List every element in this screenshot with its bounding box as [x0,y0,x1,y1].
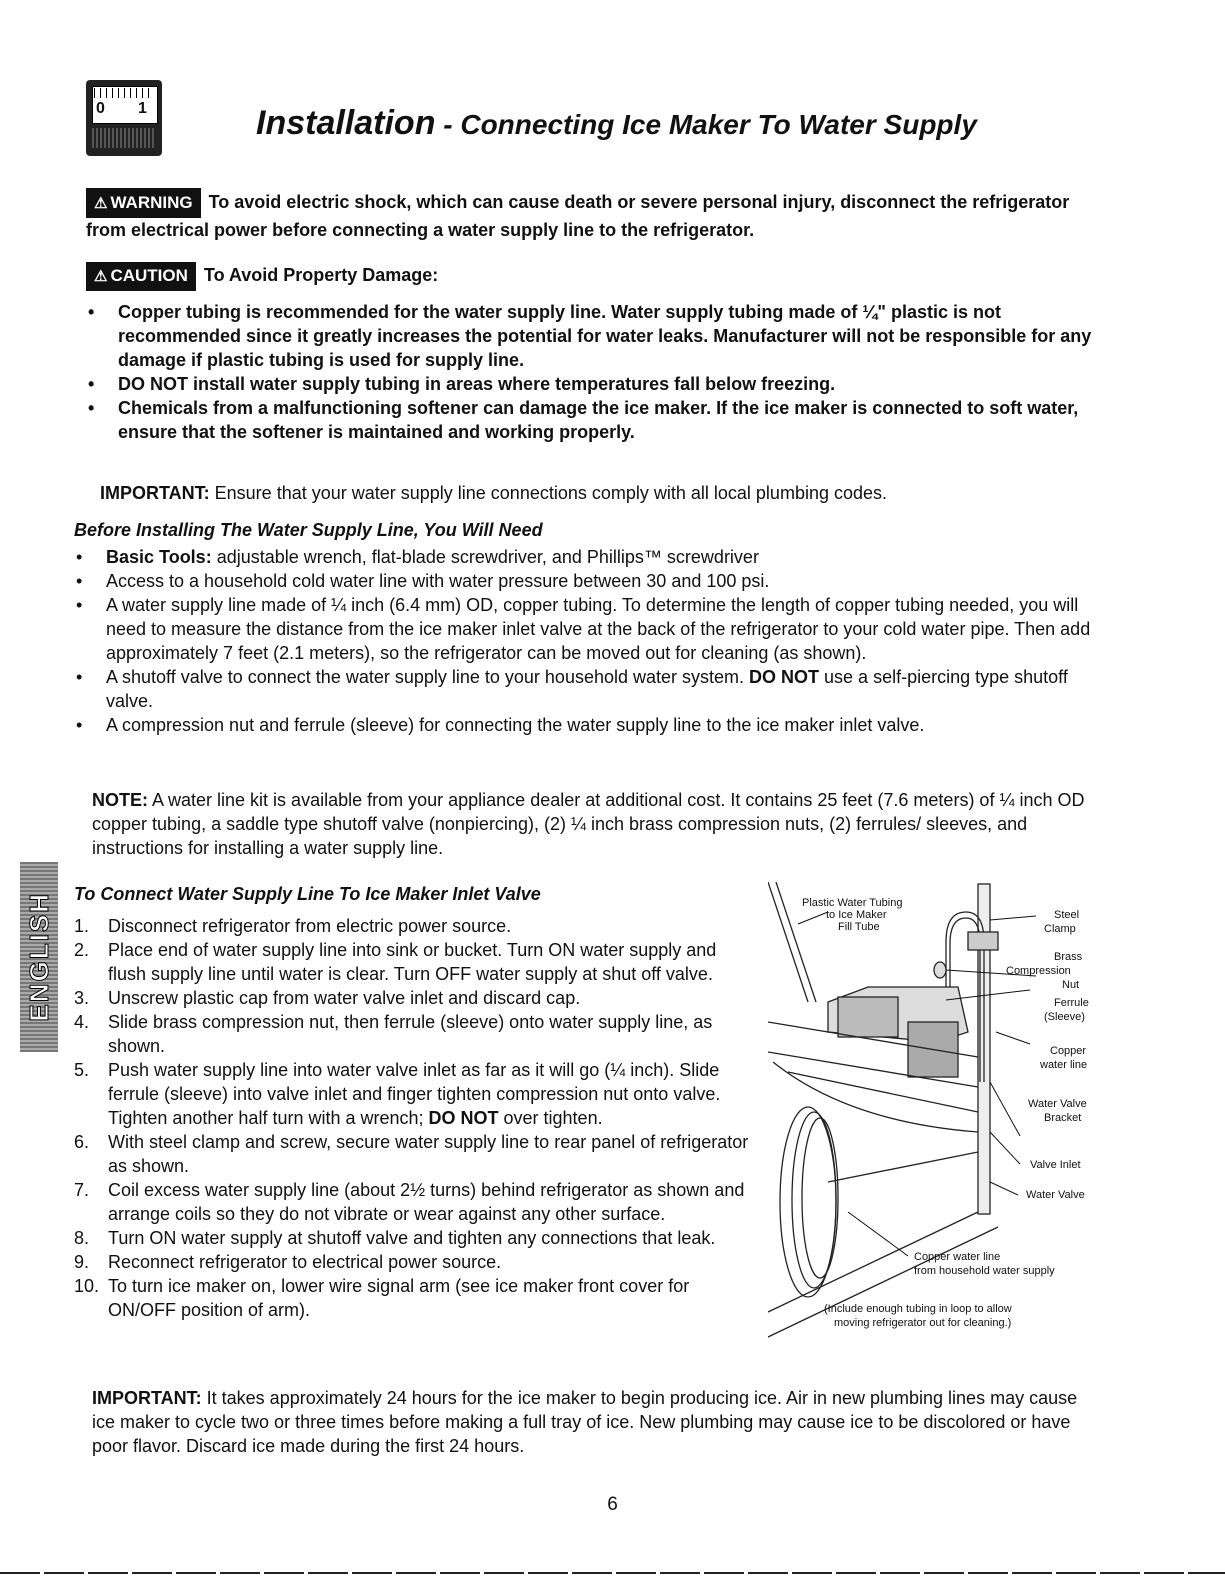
page-title [256,104,977,143]
label-nut: Nut [1062,979,1080,991]
language-tab [20,862,58,1052]
step-item: 4. Slide brass compression nut, then ferrule (sleeve) onto water supply line, as shown. [74,1012,713,1056]
requirement-item: • Basic Tools: adjustable wrench, flat-blade screwdriver, and Phillips™ screwdriver [74,545,1114,569]
page-header [86,80,1116,160]
caution-list [86,300,1106,444]
label-fill-tube: Fill Tube [838,921,880,933]
label-copper-household: Copper water line [914,1251,1001,1263]
step-item: 6. With steel clamp and screw, secure water supply line to rear panel of refrigerator as shown. [74,1132,749,1176]
requirement-item: • A water supply line made of ¼ inch (6.4 mm) OD, copper tubing. To determine the length of copper tubing needed, you will need to measure the distance from the ice maker inlet valve at the back of the refrigerator to your cold water pipe. Then add approximately 7 feet (2.1 meters), so the refrigerator can be moved out for cleaning (as shown). [74,593,1114,665]
requirement-item: • A compression nut and ferrule (sleeve) for connecting the water supply line to the ice maker inlet valve. [74,713,1114,737]
dial-zero: 0 [96,100,105,117]
important-plumbing-note [100,481,1100,505]
caution-item: • Chemicals from a malfunctioning softener can damage the ice maker. If the ice maker is connected to soft water, ensure that the softener is maintained and working properly. [86,396,1106,444]
connect-steps [74,914,754,1322]
label-include-tubing: (Include enough tubing in loop to allow [824,1303,1012,1315]
label-valve-inlet: Valve Inlet [1030,1159,1081,1171]
step-item: 3. Unscrew plastic cap from water valve inlet and discard cap. [74,988,581,1008]
label-water-line: water line [1040,1059,1088,1071]
step-item: 7. Coil excess water supply line (about 2½ turns) behind refrigerator as shown and arrange coils so they do not vibrate or wear against any other surface. [74,1180,745,1224]
warning-triangle-icon: ⚠ [94,195,108,212]
important-label: IMPORTANT: [92,1388,202,1408]
step-item: 10. To turn ice maker on, lower wire signal arm (see ice maker front cover for ON/OFF position of arm). [74,1276,690,1320]
label-brass: Brass [1054,951,1083,963]
caution-title-row [86,262,1106,291]
note-text: A water line kit is available from your appliance dealer at additional cost. It contains 25 feet (7.6 meters) of ¼ inch OD copper tubing, a saddle type shutoff valve (nonpiercing), (2) ¼ inch brass compression nuts, (2) ferrules/ sleeves, and instructions for installing a water supply line. [92,790,1085,858]
requirement-item: • Access to a household cold water line with water pressure between 30 and 100 psi. [74,569,1114,593]
important-first-ice-note [92,1386,1104,1458]
requirements-list [74,545,1114,737]
step-item: 9. Reconnect refrigerator to electrical power source. [74,1252,502,1272]
step-item: 5. Push water supply line into water valve inlet as far as it will go (¼ inch). Slide ferrule (sleeve) into valve inlet and finger tighten compression nut onto valve. Tighten another half turn with a wrench; DO NOT over tighten. [74,1060,721,1128]
label-steel: Steel [1054,909,1080,921]
caution-item: • Copper tubing is recommended for the water supply line. Water supply tubing made of ¼" plastic is not recommended since it greatly increases the potential for water leaks. Manufacturer will not be responsible for any damage if plastic tubing is used for supply line. [86,300,1106,372]
warning-text: To avoid electric shock, which can cause death or severe personal injury, disconnect the refrigerator from electrical power before connecting a water supply line to the refrigerator. [86,192,1070,240]
label-clamp: Clamp [1044,923,1076,935]
label-plastic-tubing: Plastic Water Tubing [802,897,903,909]
label-bracket: Bracket [1044,1112,1082,1124]
caution-title: To Avoid Property Damage: [203,265,439,285]
dial-one: 1 [138,100,147,117]
label-plastic-tubing-2: to Ice Maker [826,909,887,921]
label-ferrule: Ferrule [1054,997,1089,1009]
label-water-valve-bracket: Water Valve [1028,1098,1087,1110]
caution-triangle-icon: ⚠ [94,268,108,285]
label-sleeve: (Sleeve) [1044,1011,1085,1023]
water-line-kit-note [92,788,1104,860]
connect-heading: To Connect Water Supply Line To Ice Maker Inlet Valve [74,884,541,904]
water-valve-diagram [768,882,1108,1352]
step-item: 1. Disconnect refrigerator from electric power source. [74,916,512,936]
page-bottom-rule [0,1572,1225,1574]
language-tab-label: ENGLISH [23,892,54,1022]
caution-item: • DO NOT install water supply tubing in areas where temperatures fall below freezing. [86,372,1106,396]
label-household-supply: from household water supply [914,1265,1055,1277]
warning-block [86,188,1106,243]
step-item: 2. Place end of water supply line into sink or bucket. Turn ON water supply and flush supply line until water is clear. Turn OFF water supply at shut off valve. [74,940,717,984]
warning-badge: ⚠ WARNING [86,188,201,218]
page-number: 6 [607,1494,618,1515]
label-moving-out: moving refrigerator out for cleaning.) [834,1317,1012,1329]
important-text: Ensure that your water supply line connections comply with all local plumbing codes. [209,483,888,503]
label-water-valve: Water Valve [1026,1189,1085,1201]
note-label: NOTE: [92,790,148,810]
caution-badge: ⚠ CAUTION [86,262,196,291]
label-copper: Copper [1050,1045,1087,1057]
important-text: It takes approximately 24 hours for the ice maker to begin producing ice. Air in new plumbing lines may cause ice maker to cycle two or three times before making a full tray of ice. New plumbing may cause ice to be discolored or have poor flavor. Discard ice made during the first 24 hours. [92,1388,1078,1456]
thermostat-dial-icon [86,80,162,156]
requirement-item: • A shutoff valve to connect the water supply line to your household water system. DO NOT use a self-piercing type shutoff valve. [74,665,1114,713]
before-installing-heading: Before Installing The Water Supply Line, You Will Need [74,520,543,540]
important-label: IMPORTANT: [100,483,210,503]
title-main: Installation [256,104,436,142]
title-sub: - Connecting Ice Maker To Water Supply [435,109,977,140]
step-item: 8. Turn ON water supply at shutoff valve and tighten any connections that leak. [74,1228,716,1248]
label-compression: Compression [1006,965,1071,977]
